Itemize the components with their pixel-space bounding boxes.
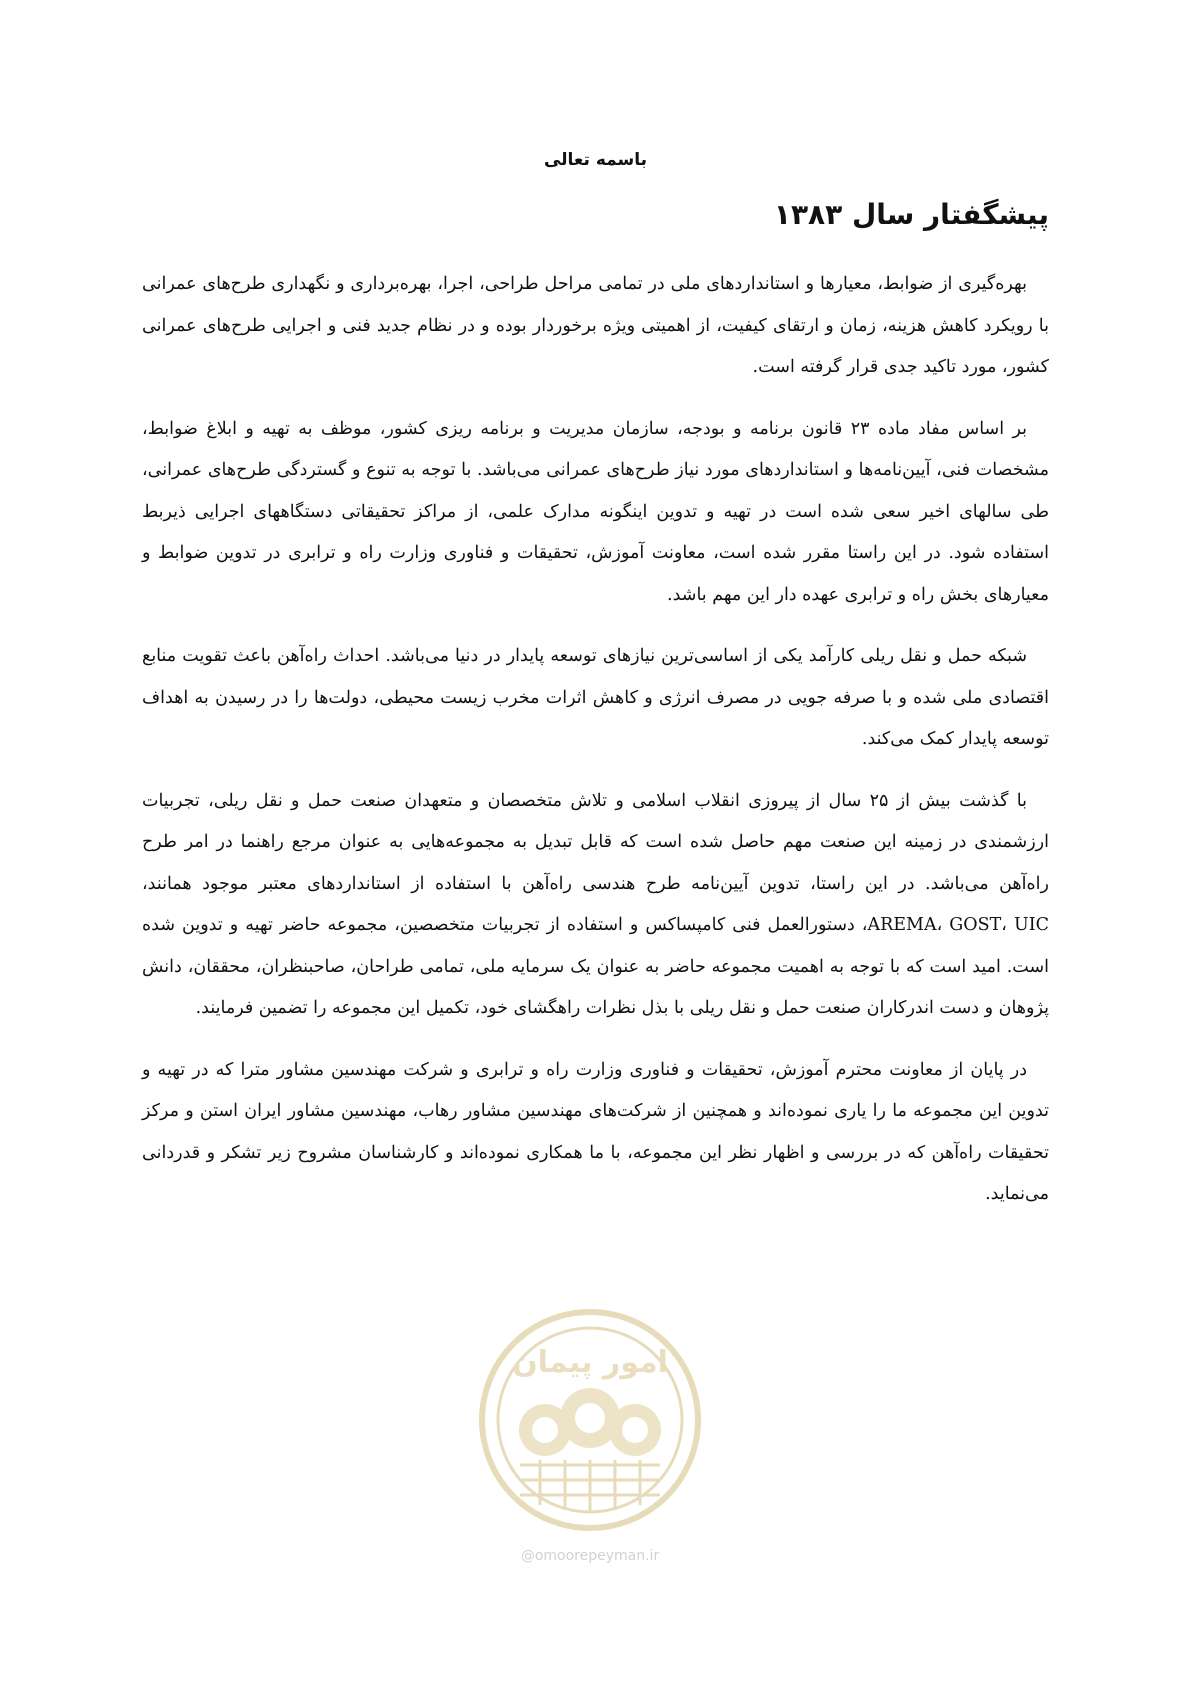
invocation-heading: باسمه تعالی <box>543 150 648 170</box>
watermark-logo-text: امور پیمان <box>512 1345 668 1380</box>
watermark-url: @omoorepeyman.ir <box>520 1548 660 1564</box>
paragraph-4: با گذشت بیش از ۲۵ سال از پیروزی انقلاب اسلامی و تلاش متخصصان و متعهدان صنعت حمل و نقل ریلی، تجربیات ارزشمندی در زمینه این صنعت مهم حاصل شده است که قابل تبدیل به مجموعه‌هایی به عنوان مرجع راهنما در امر طرح راه‌آهن می‌باشد. در این راستا، تدوین آیین‌نامه طرح هندسی راه‌آهن با استفاده از استانداردهای معتبر موجود همانند، AREMA، GOST، UIC، دستورالعمل فنی کامپساکس و استفاده از تجربیات متخصصین، مجموعه حاضر تهیه و تدوین شده است. امید است که با توجه به اهمیت مجموعه حاضر به عنوان یک سرمایه ملی، تمامی طراحان، صاحبنظران، محققان، دانش پژوهان و دست اندرکاران صنعت حمل و نقل ریلی با بذل نظرات راهگشای خود، تکمیل این مجموعه را تضمین فرمایند. <box>142 790 1049 1018</box>
watermark-logo-icon <box>470 1300 710 1540</box>
paragraph-2: بر اساس مفاد ماده ۲۳ قانون برنامه و بودجه، سازمان مدیریت و برنامه ریزی کشور، موظف به تهیه و ابلاغ ضوابط، مشخصات فنی، آیین‌نامه‌ها و استانداردهای مورد نیاز طرح‌های عمرانی می‌باشد. با توجه به تنوع و گستردگی طرح‌های عمرانی، طی سالهای اخیر سعی شده است در تهیه و تدوین اینگونه مدارک علمی، از مراکز تحقیقاتی دستگاههای اجرایی ذیربط استفاده شود. در این راستا مقرر شده است، معاونت آموزش، تحقیقات و فناوری وزارت راه و ترابری در تدوین ضوابط و معیارهای بخش راه و ترابری عهده دار این مهم باشد. <box>142 418 1049 605</box>
page-title: پیشگفتار سال ۱۳۸۳ <box>773 198 1049 231</box>
paragraph-5: در پایان از معاونت محترم آموزش، تحقیقات و فناوری وزارت راه و ترابری و شرکت مهندسین مشاور مترا که در تهیه و تدوین این مجموعه ما را یاری نموده‌اند و همچنین از شرکت‌های مهندسین مشاور رهاب، مهندسین مشاور ایران استن و مرکز تحقیقات راه‌آهن که در بررسی و اظهار نظر این مجموعه، با ما همکاری نموده‌اند و کارشناسان مشروح زیر تشکر و قدردانی می‌نماید. <box>142 1059 1049 1204</box>
body-text <box>142 264 1049 1236</box>
paragraph-3: شبکه حمل و نقل ریلی کارآمد یکی از اساسی‌ترین نیازهای توسعه پایدار در دنیا می‌باشد. احداث راه‌آهن باعث تقویت منابع اقتصادی ملی شده و با صرفه جویی در مصرف انرژی و کاهش اثرات مخرب زیست محیطی، دولت‌ها را در رسیدن به اهداف توسعه پایدار کمک می‌کند. <box>142 646 1049 749</box>
paragraph-1: بهره‌گیری از ضوابط، معیارها و استانداردهای ملی در تمامی مراحل طراحی، اجرا، بهره‌برداری و نگهداری طرح‌های عمرانی با رویکرد کاهش هزینه، زمان و ارتقای کیفیت، از اهمیتی ویژه برخوردار بوده و در نظام جدید فنی و اجرایی طرح‌های عمرانی کشور، مورد تاکید جدی قرار گرفته است. <box>142 274 1049 377</box>
watermark <box>470 1300 710 1600</box>
